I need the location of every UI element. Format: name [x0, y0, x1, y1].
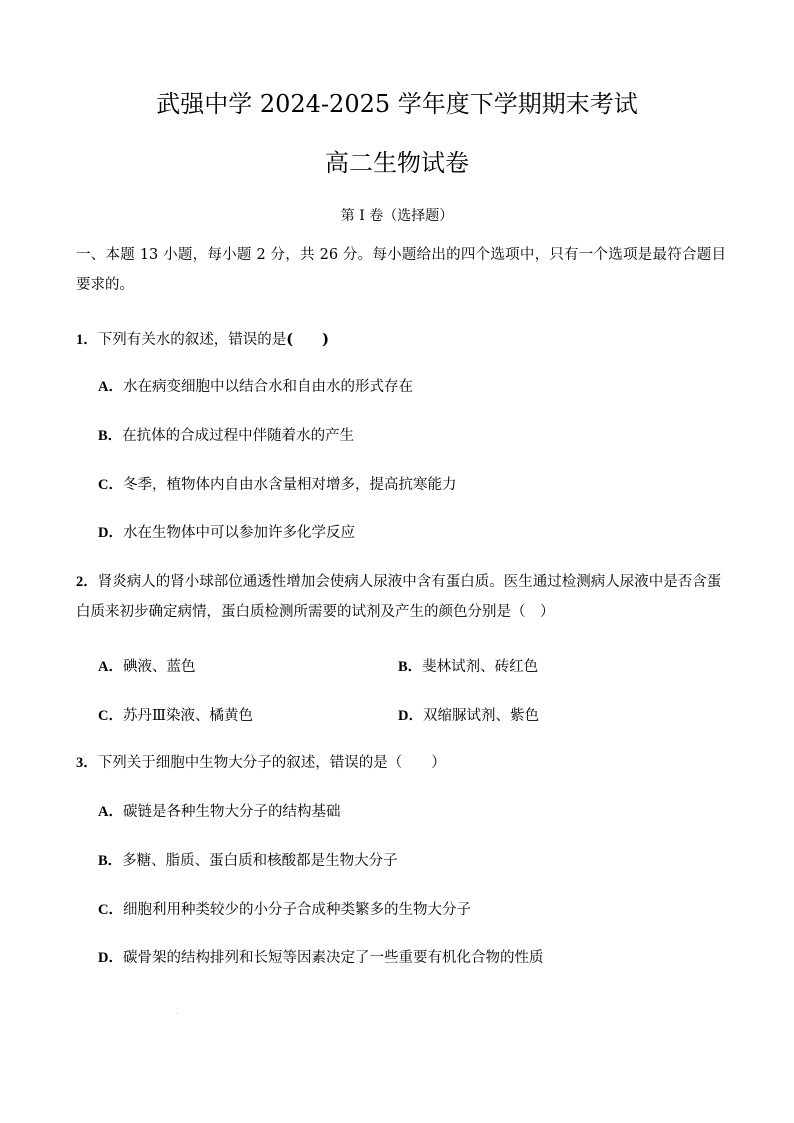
option-text: 苏丹Ⅲ染液、橘黄色: [122, 708, 253, 724]
question-1-stem: [76, 325, 726, 355]
question-number: 1．: [76, 332, 98, 348]
question-text: 肾炎病人的肾小球部位通透性增加会使病人尿液中含有蛋白质。医生通过检测病人尿液中是否含蛋白质来初步确定病情，蛋白质检测所需要的试剂及产生的颜色分别是: [76, 574, 722, 620]
question-3-option-b: [98, 850, 398, 872]
question-2-option-c: [98, 705, 253, 727]
option-text: 碘液、蓝色: [122, 659, 196, 675]
question-1-option-a: [98, 376, 413, 398]
question-3-option-c: [98, 899, 471, 921]
question-1-option-b: [98, 425, 354, 447]
answer-blank: （ ）: [511, 604, 555, 620]
option-letter: D．: [98, 950, 123, 966]
scan-speck: [177, 1013, 178, 1014]
option-text: 在抗体的合成过程中伴随着水的产生: [122, 428, 355, 444]
option-letter: B．: [398, 659, 423, 675]
question-2-stem: [76, 567, 726, 627]
option-text: 碳骨架的结构排列和长短等因素决定了一些重要有机化合物的性质: [122, 950, 544, 966]
question-3-option-a: [98, 801, 340, 823]
option-text: 水在病变细胞中以结合水和自由水的形式存在: [122, 379, 413, 395]
question-1-option-d: [98, 522, 355, 544]
question-3-option-d: [98, 947, 543, 969]
question-2-option-b: [398, 656, 538, 678]
exam-title: 武强中学 2024-2025 学年度下学期期末考试: [156, 90, 638, 118]
question-number: 3．: [76, 755, 98, 771]
instructions-paragraph: 一、本题 13 小题，每小题 2 分，共 26 分。每小题给出的四个选项中，只有一个选项是最符合题目要求的。: [76, 247, 726, 293]
option-letter: C．: [98, 708, 123, 724]
option-text: 斐林试剂、砖红色: [422, 659, 539, 675]
option-letter: A．: [98, 804, 123, 820]
option-letter: B．: [98, 853, 123, 869]
option-text: 碳链是各种生物大分子的结构基础: [122, 804, 341, 820]
option-text: 多糖、脂质、蛋白质和核酸都是生物大分子: [122, 853, 398, 869]
option-letter: D．: [398, 708, 423, 724]
option-letter: C．: [98, 902, 123, 918]
option-letter: B．: [98, 428, 123, 444]
option-text: 细胞利用种类较少的小分子合成种类繁多的生物大分子: [122, 902, 471, 918]
question-number: 2．: [76, 574, 98, 590]
answer-blank: ( ): [286, 331, 329, 348]
option-text: 双缩脲试剂、紫色: [422, 708, 539, 724]
option-letter: A．: [98, 659, 123, 675]
option-text: 水在生物体中可以参加许多化学反应: [122, 525, 355, 541]
option-letter: A．: [98, 379, 123, 395]
section-heading: 第 I 卷（选择题）: [340, 208, 454, 224]
question-1-option-c: [98, 474, 456, 496]
option-letter: C．: [98, 477, 123, 493]
question-3-stem: [76, 748, 726, 778]
question-2-option-d: [398, 705, 539, 727]
question-text: 下列关于细胞中生物大分子的叙述，错误的是: [97, 755, 388, 771]
answer-blank: （ ）: [387, 755, 446, 771]
option-text: 冬季，植物体内自由水含量相对增多，提高抗寒能力: [122, 477, 457, 493]
question-text: 下列有关水的叙述，错误的是: [97, 332, 287, 348]
option-letter: D．: [98, 525, 123, 541]
question-2-option-a: [98, 656, 195, 678]
exam-subtitle: 高二生物试卷: [325, 149, 469, 177]
